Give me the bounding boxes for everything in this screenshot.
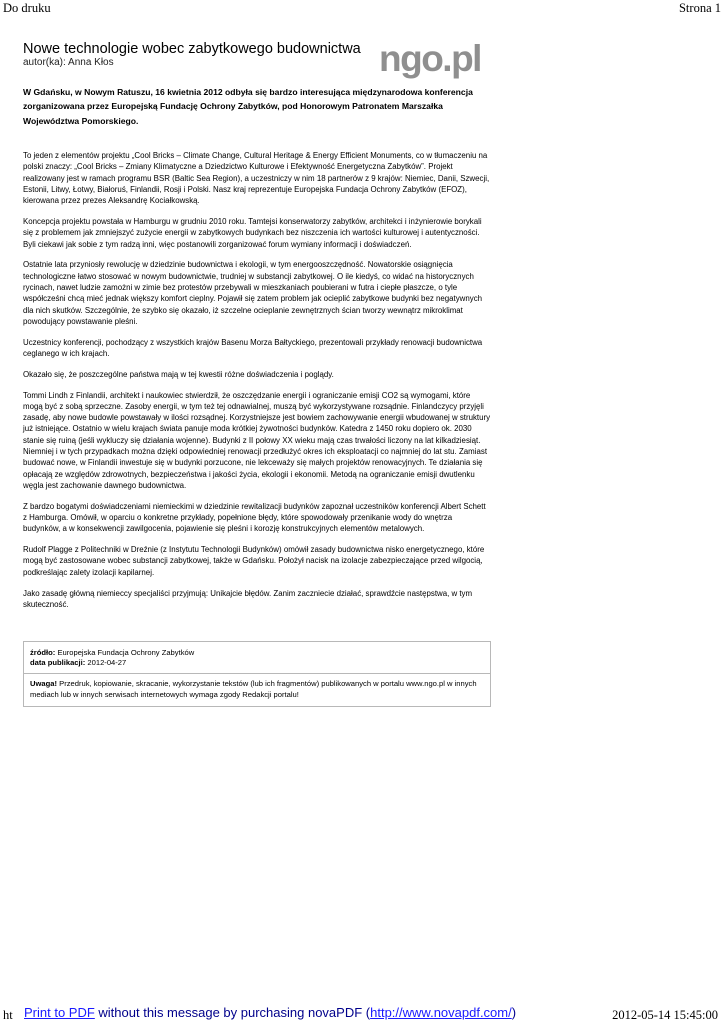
article-paragraph: Z bardzo bogatymi doświadczeniami niemieckimi w dziedzinie rewitalizacji budynków zapoznał uczestników konferencji Albert Schett z Hamburga. Omówił, w oparciu o konkretne przykłady, popełnione błędy, które spowodowały przenikanie wody do wnętrza budynków, a w konsekwencji zawilgocenia, pojawienie się pleśni i korozję konstrukcyjnych elementów metalowych. xyxy=(23,501,486,534)
article-paragraph: Tommi Lindh z Finlandii, architekt i naukowiec stwierdził, że oszczędzanie energii i ograniczanie emisji CO2 są wymogami, które mogą być z sobą sprzeczne. Zasoby energii, w tym też tej odnawialnej, muszą być wykorzystywane rozsądnie. Finlandczycy przyjęli zasadę, aby nowe budowle powstawały w ilości rozsądnej. Korzystniejsze jest bowiem zachowywanie energii wbudowanej w struktury już istniejące. Ostatnio w wielu krajach świata panuje moda krótkiej żywotności budynków. Katedra z 1450 roku dopiero ok. 2030 stanie się ruiną (jeśli wykluczy się działania wojenne). Budynki z II połowy XX wieku mają czas trwałości liczony na lat kilkadziesiąt. Niemniej i w tych przypadkach można dzięki odpowiedniej renowacji przedłużyć okres ich eksploatacji co najmniej do lat stu. Zamiast budować nowe, w Finlandii inwestuje się w budynki porzucone, nie lekceważy się małych projektów renowacyjnych. Te działania się opłacają ze względów zdrowotnych, bezpieczeństwa i jakości życia, ekologii i ekonomii. Metodą na ograniczanie emisji dwutlenku węgla jest zachowanie dawnego budownictwa. xyxy=(23,390,491,490)
novapdf-url-link[interactable]: http://www.novapdf.com/ xyxy=(370,1005,512,1020)
article-paragraph: Rudolf Plagge z Politechniki w Dreźnie (z Instytutu Technologii Budynków) omówił zasady budownictwa nisko energetycznego, które mogą być zastosowane wobec substancji zabytkowej, także w Gdańsku. Położył nacisk na izolacje zabezpieczające przed wilgocią, podkreślając zalety izolacji kapilarnej. xyxy=(23,545,485,577)
print-header-left: Do druku xyxy=(3,1,51,15)
notice-label: Uwaga! xyxy=(30,679,58,688)
print-to-pdf-link[interactable]: Print to PDF xyxy=(24,1005,95,1020)
print-footer xyxy=(0,1004,724,1024)
article-lead: W Gdańsku, w Nowym Ratuszu, 16 kwietnia 2012 odbyła się bardzo interesująca międzynarodowa konferencja zorganizowana przez Europejską Fundację Ochrony Zabytków, pod Honorowym Patronatem Marszałka Województwa Pomorskiego. xyxy=(23,87,473,126)
source-section xyxy=(24,642,490,674)
print-datetime: 2012-05-14 15:45:00 xyxy=(612,1008,718,1022)
article-paragraph: Ostatnie lata przyniosły rewolucję w dziedzinie budownictwa i ekologii, w tym energooszczędność. Nowatorskie osiągnięcia technologiczne łatwo stosować w nowym budownictwie, trudniej w substancji zabytkowej. O ile kiedyś, co widać na historycznych rycinach, nawet ludzie zamożni w zimie bez protestów przebywali w mieszkaniach poubierani w futra i ciepłe płaszcze, o tyle współcześni chcą mieć jednak większy komfort cieplny. Pojawił się zatem problem jak ocieplić zabytkowe budynki bez negatywnych dla nich skutków. Szczególnie, że szybko się okazało, iż szczelne ocieplanie zewnętrznych ścian tworzy wewnątrz mikroklimat powodujący powstawanie pleśni. xyxy=(23,260,483,326)
logo-text: ngo.pl xyxy=(379,40,481,79)
page-url-fragment: ht xyxy=(3,1008,13,1022)
copyright-notice xyxy=(30,679,482,700)
article-author: autor(ka): Anna Kłos xyxy=(23,57,114,68)
article-paragraph: Uczestnicy konferencji, pochodzący z wszystkich krajów Basenu Morza Bałtyckiego, prezentowali przykłady renowacji budownictwa ceglanego w ich krajach. xyxy=(23,337,483,358)
notice-text: Przedruk, kopiowanie, skracanie, wykorzystanie tekstów (lub ich fragmentów) publikowanych w portalu www.ngo.pl w innych mediach lub w innych serwisach internetowych wymaga zgody Redakcji portalu! xyxy=(30,679,477,699)
novapdf-watermark xyxy=(24,1005,516,1020)
article-title: Nowe technologie wobec zabytkowego budownictwa xyxy=(23,41,361,57)
article-paragraph: Okazało się, że poszczególne państwa mają w tej kwestii różne doświadczenia i poglądy. xyxy=(23,369,334,379)
publication-date-value: 2012-04-27 xyxy=(87,658,127,667)
ngo-pl-logo xyxy=(378,40,492,80)
article-paragraph: Koncepcja projektu powstała w Hamburgu w grudniu 2010 roku. Tamtejsi konserwatorzy zabytków, architekci i inżynierowie borykali się z problemem jak zmniejszyć zużycie energii w zabytkowych budynkach bez niszczenia ich wartości kulturowej i autentyczności. Byli ciekawi jak sobie z tym radzą inni, więc postanowili zorganizować forum wymiany informacji i doświadczeń. xyxy=(23,216,482,249)
novapdf-message: without this message by purchasing novaPDF ( xyxy=(94,1005,371,1020)
article-meta-box xyxy=(23,641,491,707)
publication-date-line xyxy=(30,658,126,668)
page-number: Strona 1 xyxy=(678,1,721,15)
article-paragraph: To jeden z elementów projektu „Cool Bricks – Climate Change, Cultural Heritage & Energy Efficient Monuments, co w tłumaczeniu na polski znaczy: „Cool Bricks – Zmiany Klimatyczne a Dziedzictwo Kulturowe i Efektywność Energetyczna Zabytków”. Projekt realizowany jest w ramach programu BSR (Baltic Sea Region), a uczestniczy w nim 18 partnerów z 9 krajów: Niemiec, Danii, Szwecji, Estonii, Litwy, Łotwy, Białoruś, Finlandii, Rosji i Polski. Nasz kraj reprezentuje Europejska Fundacja Ochrony Zabytków (EFOZ), kierowana przez prezes Aleksandrę Kociałkowską. xyxy=(23,151,490,206)
novapdf-close: ) xyxy=(511,1005,517,1020)
source-label: źródło: xyxy=(30,648,56,657)
publication-date-label: data publikacji: xyxy=(30,658,86,667)
article-body xyxy=(23,150,491,620)
source-value: Europejska Fundacja Ochrony Zabytków xyxy=(57,648,195,657)
article-paragraph: Jako zasadę główną niemieccy specjaliści przyjmują: Unikajcie błędów. Zanim zaczniecie działać, sprawdźcie następstwa, w tym skuteczność. xyxy=(23,588,473,609)
source-line xyxy=(30,648,194,658)
print-header xyxy=(0,0,724,18)
